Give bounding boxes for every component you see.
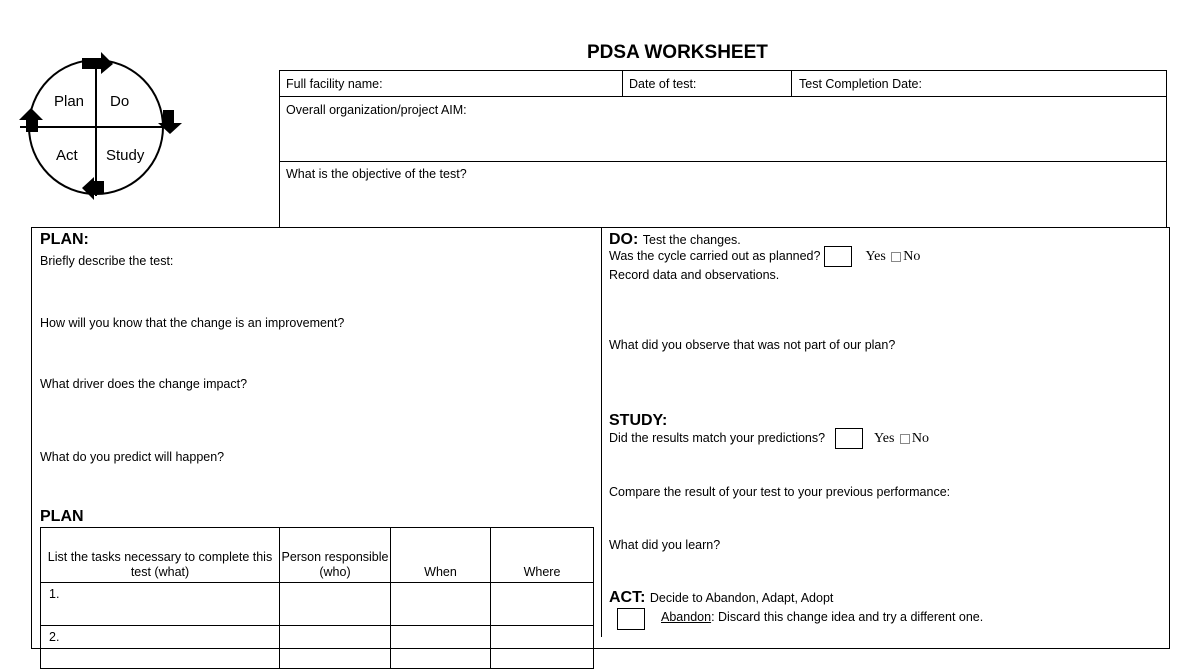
objective-field[interactable]: What is the objective of the test?: [286, 167, 467, 181]
header-divider-1: [279, 96, 1167, 97]
study-yes-label: Yes: [874, 430, 895, 446]
do-subtitle: Test the changes.: [642, 233, 741, 247]
study-heading: STUDY:: [609, 412, 668, 429]
when-cell[interactable]: [391, 583, 491, 626]
plan-tasks-table: [40, 527, 594, 669]
page-title: PDSA WORKSHEET: [587, 42, 768, 63]
plan-driver-field[interactable]: What driver does the change impact?: [40, 377, 248, 391]
act-heading-line: [609, 589, 833, 607]
arrow-right-icon: [82, 52, 113, 74]
header-divider-2: [279, 161, 1167, 162]
header-box: [279, 70, 1167, 228]
study-learn-field[interactable]: What did you learn?: [609, 538, 721, 552]
act-abandon-label: Abandon: [661, 610, 712, 624]
study-compare-field[interactable]: Compare the result of your test to your previous performance:: [609, 485, 951, 499]
test-completion-date-field[interactable]: Test Completion Date:: [799, 77, 922, 91]
where-cell[interactable]: [491, 626, 594, 669]
study-match-checkbox[interactable]: [835, 428, 863, 449]
facility-name-field[interactable]: Full facility name:: [286, 77, 383, 91]
cycle-do-label: Do: [110, 93, 130, 110]
cycle-act-label: Act: [56, 147, 78, 164]
pdsa-cycle-diagram: [10, 50, 195, 202]
when-cell[interactable]: [391, 626, 491, 669]
where-cell[interactable]: [491, 583, 594, 626]
table-header-row: [41, 528, 594, 583]
task-cell[interactable]: 2.: [41, 626, 280, 669]
plan-do-divider: [601, 227, 602, 637]
person-cell[interactable]: [280, 583, 391, 626]
task-cell[interactable]: 1.: [41, 583, 280, 626]
study-match-line: [609, 428, 929, 449]
act-subtitle: Decide to Abandon, Adapt, Adopt: [649, 591, 834, 605]
col-when-header: When: [391, 528, 491, 583]
col-person-header: Person responsible (who): [280, 528, 391, 583]
study-no-checkbox[interactable]: [900, 434, 910, 444]
do-no-label: No: [903, 248, 921, 264]
arrow-up-icon: [19, 108, 43, 132]
do-record-field[interactable]: Record data and observations.: [609, 268, 780, 282]
study-match-question: Did the results match your predictions?: [609, 430, 826, 445]
do-cycle-checkbox[interactable]: [824, 246, 852, 267]
cycle-study-label: Study: [106, 147, 145, 164]
do-yes-label: Yes: [865, 248, 886, 264]
plan-improvement-field[interactable]: How will you know that the change is an improvement?: [40, 316, 345, 330]
arrow-left-icon: [82, 177, 104, 200]
plan-describe-field[interactable]: Briefly describe the test:: [40, 254, 174, 268]
plan-heading: PLAN:: [40, 231, 89, 248]
table-row: [41, 626, 594, 669]
header-col-divider-1: [622, 70, 623, 97]
act-abandon-checkbox[interactable]: [617, 608, 645, 630]
do-cycle-question: Was the cycle carried out as planned?: [609, 248, 821, 263]
aim-field[interactable]: Overall organization/project AIM:: [286, 103, 467, 117]
act-heading: ACT:: [609, 589, 646, 606]
act-abandon-text: : Discard this change idea and try a different one.: [711, 610, 984, 624]
date-of-test-field[interactable]: Date of test:: [629, 77, 697, 91]
do-no-checkbox[interactable]: [891, 252, 901, 262]
col-tasks-header: List the tasks necessary to complete this test (what): [41, 528, 280, 583]
study-no-label: No: [911, 430, 930, 446]
do-observe-field[interactable]: What did you observe that was not part of our plan?: [609, 338, 896, 352]
plan-predict-field[interactable]: What do you predict will happen?: [40, 450, 225, 464]
cycle-plan-label: Plan: [54, 93, 85, 110]
table-row: [41, 583, 594, 626]
do-cycle-line: [609, 246, 920, 267]
act-abandon-line: [661, 610, 983, 625]
do-heading: DO:: [609, 231, 639, 248]
header-col-divider-2: [791, 70, 792, 97]
col-where-header: Where: [491, 528, 594, 583]
person-cell[interactable]: [280, 626, 391, 669]
plan-tasks-heading: PLAN: [40, 508, 84, 525]
